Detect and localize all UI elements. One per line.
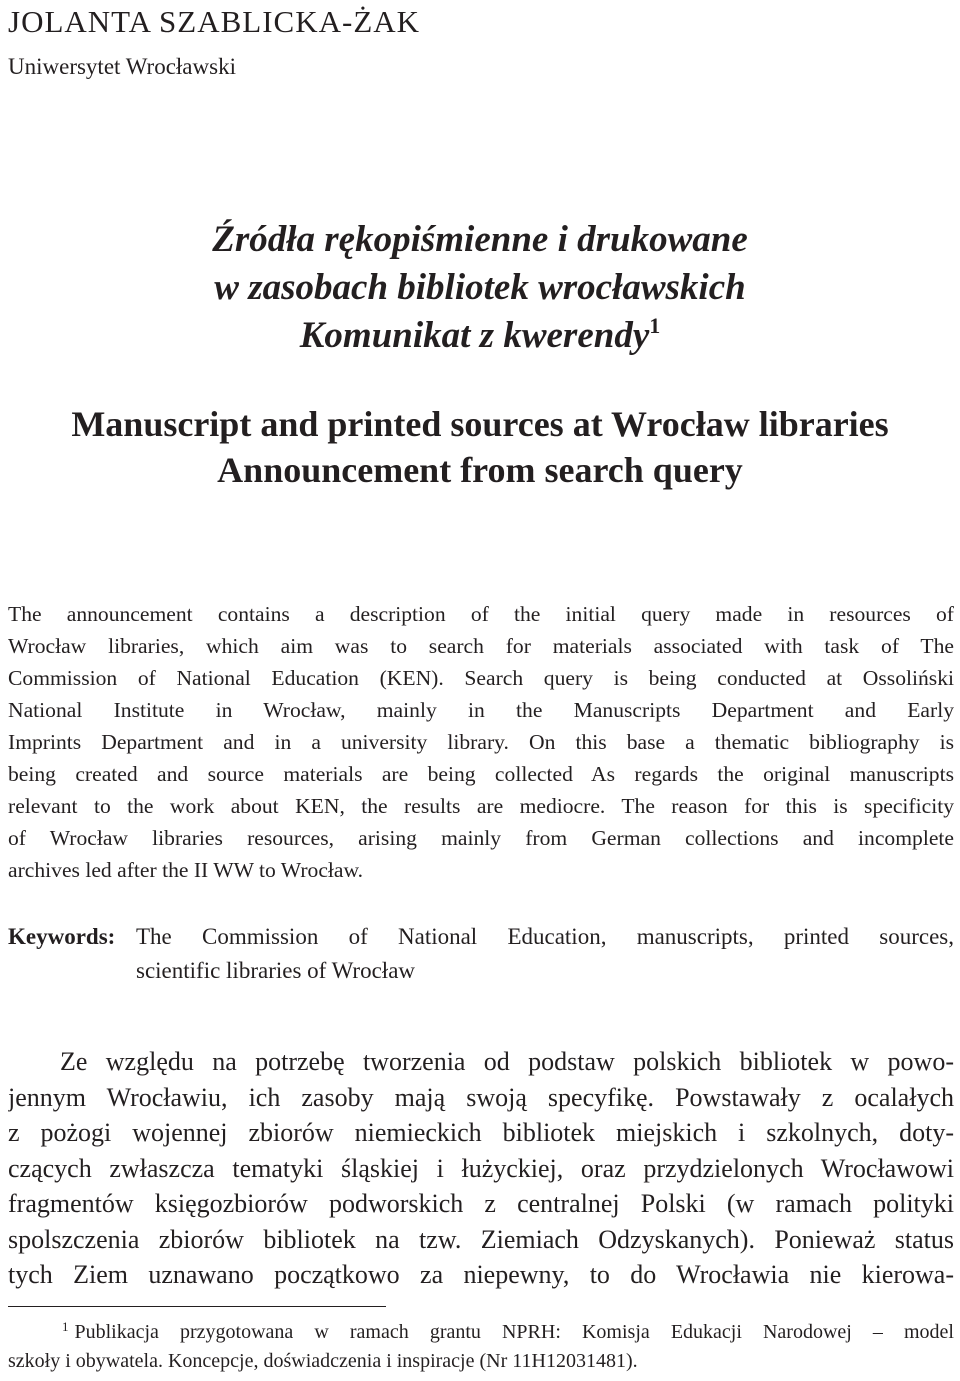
- abstract-line: Commission of National Education (KEN). Search query is being conducted at Ossoliński: [8, 666, 954, 690]
- abstract-line: The announcement contains a description of the initial query made in resources of: [8, 602, 954, 626]
- keywords-label: Keywords:: [8, 924, 116, 949]
- abstract-line: relevant to the work about KEN, the results are mediocre. The reason for this is specificity: [8, 794, 954, 818]
- footnote: [8, 1318, 954, 1376]
- abstract-line: National Institute in Wrocław, mainly in the Manuscripts Department and Early: [8, 698, 954, 722]
- abstract-line: of Wrocław libraries resources, arising mainly from German collections and incomplete: [8, 826, 954, 850]
- author-name: JOLANTA SZABLICKA-ŻAK: [8, 4, 421, 39]
- body-line: Ze względu na potrzebę tworzenia od podstaw polskich bibliotek w powo-: [60, 1047, 954, 1076]
- body-line: spolszczenia zbiorów bibliotek na tzw. Ziemiach Odzyskanych). Ponieważ status: [8, 1224, 954, 1254]
- abstract: [8, 598, 954, 886]
- footnote-line: [8, 1318, 954, 1347]
- footnote-separator: [8, 1306, 386, 1307]
- body-paragraph: [8, 1044, 954, 1293]
- english-title-line: Announcement from search query: [217, 450, 743, 490]
- polish-title-line-text: Komunikat z kwerendy: [299, 315, 650, 356]
- keywords-line: scientific libraries of Wrocław: [136, 958, 416, 983]
- body-line: tych Ziem uznawano początkowo za niepewny, to do Wrocławia nie kierowa-: [8, 1260, 954, 1289]
- body-line: z pożogi wojennej zbiorów niemieckich bibliotek miejskich i szkolnych, doty-: [8, 1118, 954, 1147]
- author-affiliation: Uniwersytet Wrocławski: [8, 54, 236, 79]
- abstract-line: Wrocław libraries, which aim was to search for materials associated with task of The: [8, 634, 954, 658]
- polish-title-line: Źródła rękopiśmienne i drukowane: [212, 219, 748, 260]
- footnote-marker[interactable]: 1: [649, 313, 661, 338]
- abstract-line: Imprints Department and in a university library. On this base a thematic bibliography is: [8, 730, 954, 754]
- polish-title-line: w zasobach bibliotek wrocławskich: [214, 267, 746, 308]
- body-line: czących zwłaszcza tematyki śląskiej i łużyckiej, oraz przydzielonych Wrocławowi: [8, 1153, 954, 1183]
- body-line: jennym Wrocławiu, ich zasoby mają swoją specyfikę. Powstawały z ocalałych: [8, 1082, 954, 1112]
- abstract-line: being created and source materials are being collected As regards the original manuscripts: [8, 762, 954, 786]
- polish-title-line: [120, 312, 840, 360]
- polish-title: [120, 216, 840, 360]
- footnote-line: szkoły i obywatela. Koncepcje, doświadczenia i inspiracje (Nr 11H12031481).: [8, 1350, 638, 1372]
- keywords-text: [136, 920, 954, 988]
- abstract-line: archives led after the II WW to Wrocław.: [8, 858, 364, 882]
- footnote-line-text: Publikacja przygotowana w ramach grantu NPRH: Komisja Edukacji Narodowej – model: [74, 1321, 954, 1343]
- english-title: [20, 401, 940, 493]
- footnote-number: 1: [62, 1319, 69, 1334]
- body-line: fragmentów księgozbiorów podworskich z centralnej Polski (w ramach polityki: [8, 1189, 954, 1218]
- keywords-line: The Commission of National Education, manuscripts, printed sources,: [136, 924, 954, 949]
- english-title-line: Manuscript and printed sources at Wrocław libraries: [71, 404, 889, 444]
